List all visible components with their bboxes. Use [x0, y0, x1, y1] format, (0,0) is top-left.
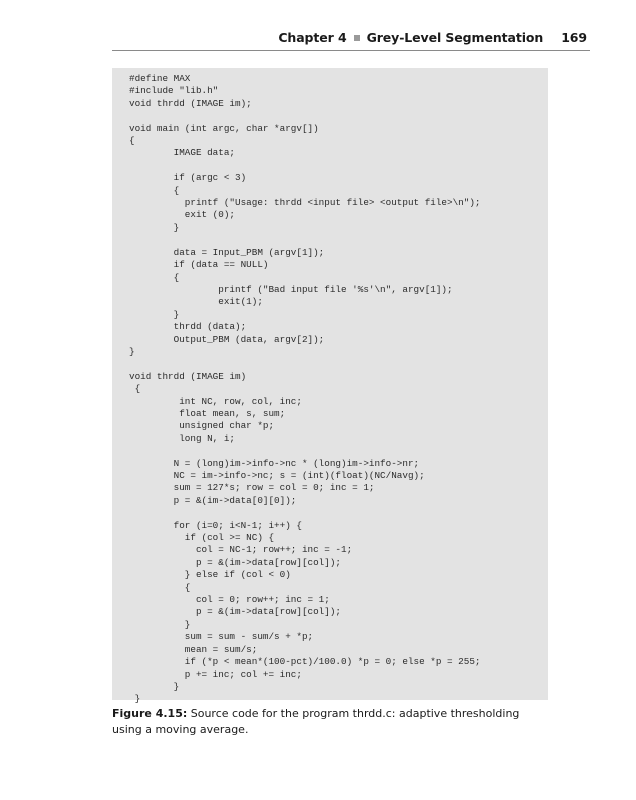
chapter-title: Grey-Level Segmentation	[366, 30, 544, 45]
code-line: int NC, row, col, inc;	[129, 395, 302, 407]
header-rule	[112, 50, 590, 51]
page-number: 169	[561, 30, 587, 45]
figure-label: Figure 4.15:	[112, 707, 188, 720]
code-line: void main (int argc, char *argv[])	[129, 122, 319, 134]
code-line: {	[129, 271, 180, 283]
code-line: printf ("Usage: thrdd <input file> <output file>\n");	[129, 197, 481, 209]
code-line: col = 0; row++; inc = 1;	[129, 594, 330, 606]
code-line: data = Input_PBM (argv[1]);	[129, 246, 325, 258]
code-line: }	[129, 308, 180, 320]
code-line: }	[129, 345, 135, 357]
code-line: sum = 127*s; row = col = 0; inc = 1;	[129, 482, 375, 494]
code-line: thrdd (data);	[129, 321, 247, 333]
code-line: {	[129, 135, 135, 147]
code-line: }	[129, 680, 180, 692]
code-line: sum = sum - sum/s + *p;	[129, 631, 314, 643]
code-line: printf ("Bad input file '%s'\n", argv[1]);	[129, 283, 453, 295]
code-line: unsigned char *p;	[129, 420, 275, 432]
code-line: if (argc < 3)	[129, 172, 247, 184]
code-line: #include "lib.h"	[129, 85, 219, 97]
code-line: p = &(im->data[row][col]);	[129, 606, 342, 618]
figure-caption	[112, 706, 552, 738]
code-line: void thrdd (IMAGE im)	[129, 370, 247, 382]
code-line: if (data == NULL)	[129, 259, 269, 271]
code-line: p = &(im->data[row][col]);	[129, 556, 342, 568]
code-line: NC = im->info->nc; s = (int)(float)(NC/Navg);	[129, 470, 425, 481]
code-line: {	[129, 581, 191, 593]
square-bullet-icon	[354, 35, 360, 41]
code-line: exit (0);	[129, 209, 236, 221]
code-line: {	[129, 383, 141, 395]
code-line: for (i=0; i<N-1; i++) {	[129, 519, 302, 531]
code-line: Output_PBM (data, argv[2]);	[129, 333, 325, 345]
code-line: }	[129, 693, 141, 705]
code-line: N = (long)im->info->nc * (long)im->info->nr;	[129, 457, 420, 469]
code-line: } else if (col < 0)	[129, 569, 291, 581]
code-line: #define MAX	[129, 73, 191, 84]
code-line: IMAGE data;	[129, 147, 236, 159]
code-line: mean = sum/s;	[129, 643, 258, 655]
code-line: }	[129, 618, 191, 630]
code-line: {	[129, 184, 180, 196]
code-line: float mean, s, sum;	[129, 407, 286, 419]
code-listing	[129, 73, 480, 706]
code-line: }	[129, 221, 180, 233]
code-line: void thrdd (IMAGE im);	[129, 97, 252, 109]
code-line: if (col >= NC) {	[129, 532, 275, 544]
caption-text: Source code for the program thrdd.c: adaptive thresholding using a moving average.	[112, 707, 520, 736]
code-line: p = &(im->data[0][0]);	[129, 494, 297, 506]
code-line: exit(1);	[129, 296, 263, 308]
chapter-label: Chapter 4	[278, 30, 347, 45]
running-header	[0, 30, 587, 45]
code-line: long N, i;	[129, 432, 236, 444]
code-line: p += inc; col += inc;	[129, 668, 302, 680]
code-line: col = NC-1; row++; inc = -1;	[129, 544, 353, 556]
code-line: if (*p < mean*(100-pct)/100.0) *p = 0; else *p = 255;	[129, 656, 481, 668]
